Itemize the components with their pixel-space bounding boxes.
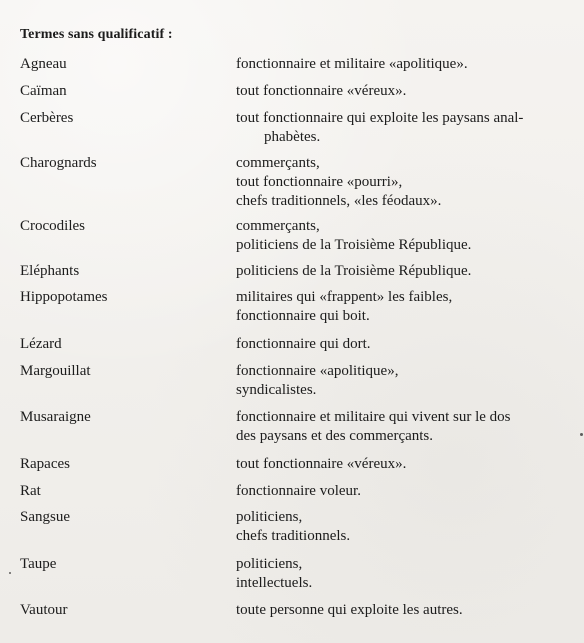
glossary-definition — [236, 601, 568, 620]
glossary-definition — [236, 154, 568, 211]
definition-line: phabètes. — [264, 129, 321, 145]
definition-line: commerçants, — [236, 155, 320, 171]
glossary-definition — [236, 555, 568, 593]
glossary-term: Rapaces — [20, 456, 70, 472]
definition-line: syndicalistes. — [236, 382, 317, 398]
glossary-definition — [236, 508, 568, 546]
glossary-definition — [236, 217, 568, 255]
glossary-definition — [236, 408, 568, 446]
paper-speck — [580, 433, 583, 436]
glossary-definition — [236, 55, 568, 74]
glossary-term: Crocodiles — [20, 218, 85, 234]
definition-line: tout fonctionnaire qui exploite les paysans anal- — [236, 110, 524, 126]
glossary-term: Charognards — [20, 155, 97, 171]
glossary-term: Agneau — [20, 56, 67, 72]
definition-line: fonctionnaire voleur. — [236, 483, 361, 499]
definition-line: chefs traditionnels. — [236, 528, 351, 544]
glossary-definition — [236, 82, 568, 101]
definition-line: politiciens de la Troisième République. — [236, 237, 472, 253]
glossary-definition — [236, 455, 568, 474]
glossary-definition — [236, 362, 568, 400]
definition-line: des paysans et des commerçants. — [236, 428, 434, 444]
glossary-definition — [236, 109, 568, 147]
glossary-term: Eléphants — [20, 263, 80, 279]
definition-line: tout fonctionnaire «véreux». — [236, 83, 407, 99]
glossary-term: Musaraigne — [20, 409, 91, 425]
paper-speck — [9, 572, 11, 574]
definition-line: militaires qui «frappent» les faibles, — [236, 289, 453, 305]
glossary-term: Margouillat — [20, 363, 91, 379]
definition-line: fonctionnaire et militaire qui vivent sur le dos — [236, 409, 511, 425]
definition-line: fonctionnaire «apolitique», — [236, 363, 399, 379]
glossary-definition — [236, 288, 568, 326]
glossary-definition — [236, 335, 568, 354]
definition-line: chefs traditionnels, «les féodaux». — [236, 193, 442, 209]
glossary-term: Lézard — [20, 336, 62, 352]
definition-line: commerçants, — [236, 218, 320, 234]
definition-line: politiciens, — [236, 556, 303, 572]
glossary-definition — [236, 482, 568, 501]
glossary-term: Rat — [20, 483, 41, 499]
glossary-term: Vautour — [20, 602, 68, 618]
glossary-term: Cerbères — [20, 110, 74, 126]
glossary-term: Caïman — [20, 83, 67, 99]
section-heading: Termes sans qualificatif : — [20, 27, 173, 42]
glossary-term: Sangsue — [20, 509, 70, 525]
definition-line: fonctionnaire et militaire «apolitique». — [236, 56, 468, 72]
definition-line: intellectuels. — [236, 575, 313, 591]
definition-line: toute personne qui exploite les autres. — [236, 602, 463, 618]
glossary-definition — [236, 262, 568, 281]
definition-line: tout fonctionnaire «véreux». — [236, 456, 407, 472]
definition-line: politiciens de la Troisième République. — [236, 263, 472, 279]
definition-line: tout fonctionnaire «pourri», — [236, 174, 403, 190]
glossary-term: Taupe — [20, 556, 57, 572]
definition-line: fonctionnaire qui boit. — [236, 308, 370, 324]
glossary-term: Hippopotames — [20, 289, 108, 305]
definition-line: politiciens, — [236, 509, 303, 525]
definition-line: fonctionnaire qui dort. — [236, 336, 371, 352]
